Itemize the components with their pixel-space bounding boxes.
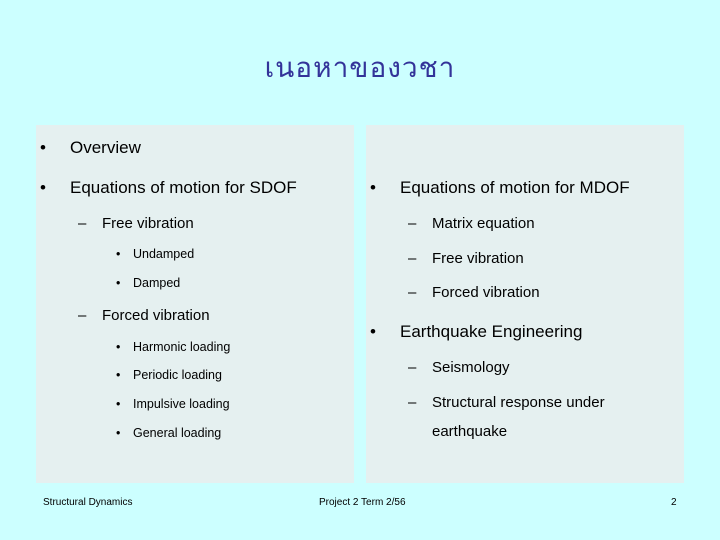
bullet-earthquake-engineering: •: [370, 322, 376, 341]
dash-seismology: –: [408, 359, 417, 376]
bullet-sdof: •: [40, 178, 46, 197]
bullet-undamped: •: [116, 247, 121, 261]
item-undamped: Undamped: [133, 247, 195, 261]
item-earthquake-engineering: Earthquake Engineering: [400, 322, 583, 341]
dash-forced-vibration: –: [78, 307, 87, 324]
item-matrix-equation: Matrix equation: [432, 215, 535, 232]
slide-title: เนอหาของวชา: [264, 51, 456, 84]
item-sdof: Equations of motion for SDOF: [70, 178, 297, 197]
bullet-periodic: •: [116, 368, 121, 382]
item-impulsive: Impulsive loading: [133, 397, 230, 411]
footer-page-number: 2: [671, 497, 677, 508]
dash-forced-vibration-mdof: –: [408, 284, 417, 301]
item-mdof: Equations of motion for MDOF: [400, 178, 630, 197]
item-periodic: Periodic loading: [133, 368, 222, 382]
bullet-impulsive: •: [116, 397, 121, 411]
footer-project-term: Project 2 Term 2/56: [319, 497, 406, 508]
dash-free-vibration-mdof: –: [408, 250, 417, 267]
item-free-vibration-mdof: Free vibration: [432, 250, 524, 267]
item-forced-vibration-mdof: Forced vibration: [432, 284, 540, 301]
item-general: General loading: [133, 426, 222, 440]
item-structural-response: Structural response under: [432, 394, 605, 411]
bullet-mdof: •: [370, 178, 376, 197]
item-forced-vibration: Forced vibration: [102, 307, 210, 324]
item-earthquake-continuation: earthquake: [432, 423, 508, 440]
bullet-overview: •: [40, 138, 46, 157]
bullet-harmonic: •: [116, 340, 121, 354]
item-seismology: Seismology: [432, 359, 510, 376]
item-overview: Overview: [70, 138, 141, 157]
item-free-vibration: Free vibration: [102, 215, 194, 232]
dash-free-vibration: –: [78, 215, 87, 232]
bullet-damped: •: [116, 276, 121, 290]
bullet-general: •: [116, 426, 121, 440]
dash-structural-response: –: [408, 394, 417, 411]
footer-course-name: Structural Dynamics: [43, 497, 133, 508]
dash-matrix-equation: –: [408, 215, 417, 232]
item-damped: Damped: [133, 276, 181, 290]
item-harmonic: Harmonic loading: [133, 340, 231, 354]
